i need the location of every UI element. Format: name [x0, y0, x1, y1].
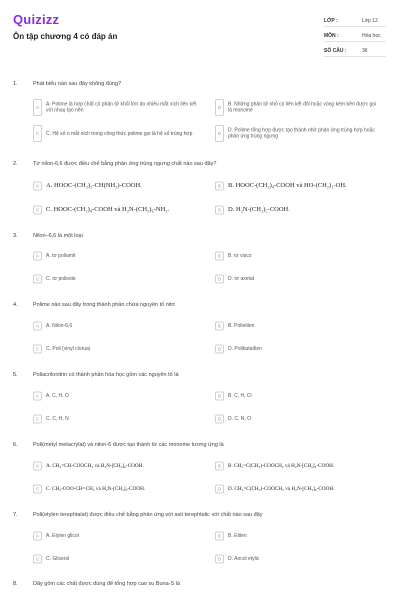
- question-number: 5.: [13, 372, 18, 378]
- option-text: A. tơ poliamit: [46, 252, 76, 259]
- answer-option-a[interactable]: [33, 528, 198, 544]
- option-text: C. HOOC-(CH₂)₄-COOH và H₂N-(CH₂)₆-NH₂.: [46, 205, 170, 213]
- option-letter-badge: D: [215, 555, 224, 564]
- option-text: D. Ancol etylic: [228, 555, 260, 562]
- option-letter-badge: D: [215, 415, 224, 424]
- option-text: B. HOOC-(CH₂)₄-COOH và HO-(CH₂)₂-OH.: [228, 181, 347, 189]
- meta-subject-label: MÔN :: [324, 33, 339, 39]
- answer-option-b[interactable]: [215, 318, 380, 334]
- option-letter-badge: D: [215, 275, 224, 284]
- quizizz-logo: Quizizz: [13, 12, 60, 27]
- answer-option-d[interactable]: [215, 341, 380, 357]
- divider: [324, 41, 386, 42]
- option-letter-badge: C: [33, 555, 42, 564]
- option-text: B. CH₂=C(CH₃)-COOCH₃ và H₂N-[CH₂]₅-COOH.: [228, 462, 335, 469]
- option-text: D. H₂N-(CH₂)₅-COOH.: [228, 205, 290, 213]
- option-letter-badge: B: [215, 532, 224, 541]
- answer-option-d[interactable]: [215, 411, 380, 427]
- option-letter-badge: B: [215, 322, 224, 331]
- answer-option-c[interactable]: [33, 411, 198, 427]
- option-text: A. C, H, O: [46, 392, 69, 399]
- question-text: Phát biểu nào sau đây không đúng?: [33, 81, 122, 87]
- answer-option-c[interactable]: [33, 551, 198, 567]
- option-text: A. Nilon-6,6: [46, 322, 73, 329]
- page-title: Ôn tập chương 4 có đáp án: [13, 32, 118, 41]
- answer-option-c[interactable]: [33, 271, 198, 287]
- question-number: 7.: [13, 512, 18, 518]
- option-letter-badge: D: [215, 206, 224, 215]
- answer-option-a[interactable]: [33, 98, 198, 117]
- option-letter-badge: C: [33, 125, 42, 142]
- option-text: C. Glixerol: [46, 555, 70, 562]
- option-letter-badge: A: [33, 532, 42, 541]
- option-text: D. CH₂=C(CH₃)-COOCH₃ và H₂N-[CH₂]₆-COOH.: [228, 485, 335, 492]
- answer-option-c[interactable]: [33, 341, 198, 357]
- option-text: A. HOOC-(CH₂)₂-CH(NH₂)-COOH.: [46, 181, 142, 189]
- option-letter-badge: C: [33, 485, 42, 494]
- meta-class-label: LỚP :: [324, 18, 338, 24]
- option-letter-badge: A: [33, 182, 42, 191]
- option-text: C. tơ polieste: [46, 275, 76, 282]
- meta-count-label: SỐ CÂU :: [324, 48, 347, 54]
- option-letter-badge: B: [215, 392, 224, 401]
- meta-count-value: 36: [362, 48, 368, 54]
- option-text: C. C, H, N: [46, 415, 69, 422]
- option-text: C. Hệ số n mắt xích trong công thức polime gọi là hệ số trùng hợp: [46, 130, 193, 137]
- option-letter-badge: C: [33, 345, 42, 354]
- option-letter-badge: C: [33, 415, 42, 424]
- option-text: D. C, N, O: [228, 415, 252, 422]
- question-number: 3.: [13, 233, 18, 239]
- option-text: A. Polime là hợp chất có phân tử khối lớn do nhiều mắt xích liên kết với nhau tạo nên: [46, 101, 197, 114]
- option-letter-badge: B: [215, 182, 224, 191]
- answer-option-b[interactable]: [215, 528, 380, 544]
- question-number: 4.: [13, 302, 18, 308]
- question-number: 8.: [13, 581, 18, 587]
- question-text: Poli(metyl metacrylat) và nilon-6 được tạo thành từ các monome tương ứng là: [33, 442, 224, 448]
- answer-option-b[interactable]: [215, 248, 380, 264]
- option-letter-badge: C: [33, 275, 42, 284]
- option-letter-badge: D: [215, 345, 224, 354]
- divider: [324, 26, 386, 27]
- question-text: Polime nào sau đây trong thành phần chứa nguyên tố nitơ: [33, 302, 176, 308]
- option-text: A. Etylen glicol: [46, 532, 79, 539]
- answer-option-a[interactable]: [33, 458, 198, 474]
- question-text: Tơ nilon-6,6 được điều chế bằng phản ứng trùng ngưng chất nào sau đây?: [33, 161, 217, 167]
- answer-option-b[interactable]: [215, 458, 380, 474]
- option-text: C. CH₃-COO-CH=CH₂ và H₂N-[CH₂]₅-COOH.: [46, 485, 146, 492]
- option-text: C. Poli (vinyl clorua): [46, 345, 91, 352]
- option-text: B. Polietilen: [228, 322, 255, 329]
- answer-option-d[interactable]: [215, 271, 380, 287]
- question-number: 1.: [13, 81, 18, 87]
- option-letter-badge: A: [33, 252, 42, 261]
- meta-subject-value: Hóa học: [362, 33, 381, 39]
- option-letter-badge: B: [215, 462, 224, 471]
- answer-option-b[interactable]: [215, 388, 380, 404]
- option-text: B. Etilen: [228, 532, 247, 539]
- option-text: B. Những phân tử nhỏ có liên kết đôi hoặc vòng kém bền được gọi là monome: [228, 101, 377, 114]
- answer-option-d[interactable]: [215, 202, 380, 218]
- answer-option-d[interactable]: [215, 124, 380, 143]
- worksheet-header: [0, 0, 400, 68]
- option-letter-badge: B: [215, 99, 224, 116]
- option-letter-badge: D: [215, 485, 224, 494]
- question-number: 2.: [13, 161, 18, 167]
- question-text: Nilon–6,6 là một loại: [33, 233, 83, 239]
- answer-option-a[interactable]: [33, 318, 198, 334]
- meta-class-value: Lớp 12: [362, 18, 378, 24]
- option-letter-badge: A: [33, 322, 42, 331]
- answer-option-c[interactable]: [33, 202, 198, 218]
- question-text: Poliacrilonitrin có thành phần hóa học gồm các nguyên tố là: [33, 372, 179, 378]
- option-letter-badge: C: [33, 206, 42, 215]
- answer-option-d[interactable]: [215, 481, 380, 497]
- option-letter-badge: B: [215, 252, 224, 261]
- option-text: B. C, H, Cl: [228, 392, 252, 399]
- answer-option-c[interactable]: [33, 124, 198, 143]
- option-letter-badge: A: [33, 462, 42, 471]
- answer-option-b[interactable]: [215, 178, 380, 194]
- option-text: D. Polime tổng hợp được tạo thành nhờ phản ứng trùng hợp hoặc phản ứng trùng ngưng: [228, 127, 375, 140]
- answer-option-a[interactable]: [33, 178, 198, 194]
- answer-option-b[interactable]: [215, 98, 380, 117]
- divider: [324, 56, 386, 57]
- question-text: Dãy gồm các chất được dùng để tổng hợp cao su Buna-S là: [33, 581, 180, 587]
- option-letter-badge: A: [33, 392, 42, 401]
- option-letter-badge: D: [215, 125, 224, 142]
- answer-option-a[interactable]: [33, 248, 198, 264]
- option-letter-badge: A: [33, 99, 42, 116]
- question-text: Poli(etylen terephtalat) được điều chế bằng phản ứng với axit terephtalic với chất nào sau đây: [33, 512, 263, 518]
- answer-option-a[interactable]: [33, 388, 198, 404]
- answer-option-d[interactable]: [215, 551, 380, 567]
- option-text: A. CH₂=CH-COOCH₃ và H₂N-[CH₂]₆-COOH.: [46, 462, 144, 469]
- option-text: D. Polibutađien: [228, 345, 262, 352]
- option-text: D. tơ axetat: [228, 275, 255, 282]
- option-text: B. tơ visco: [228, 252, 252, 259]
- answer-option-c[interactable]: [33, 481, 198, 497]
- question-number: 6.: [13, 442, 18, 448]
